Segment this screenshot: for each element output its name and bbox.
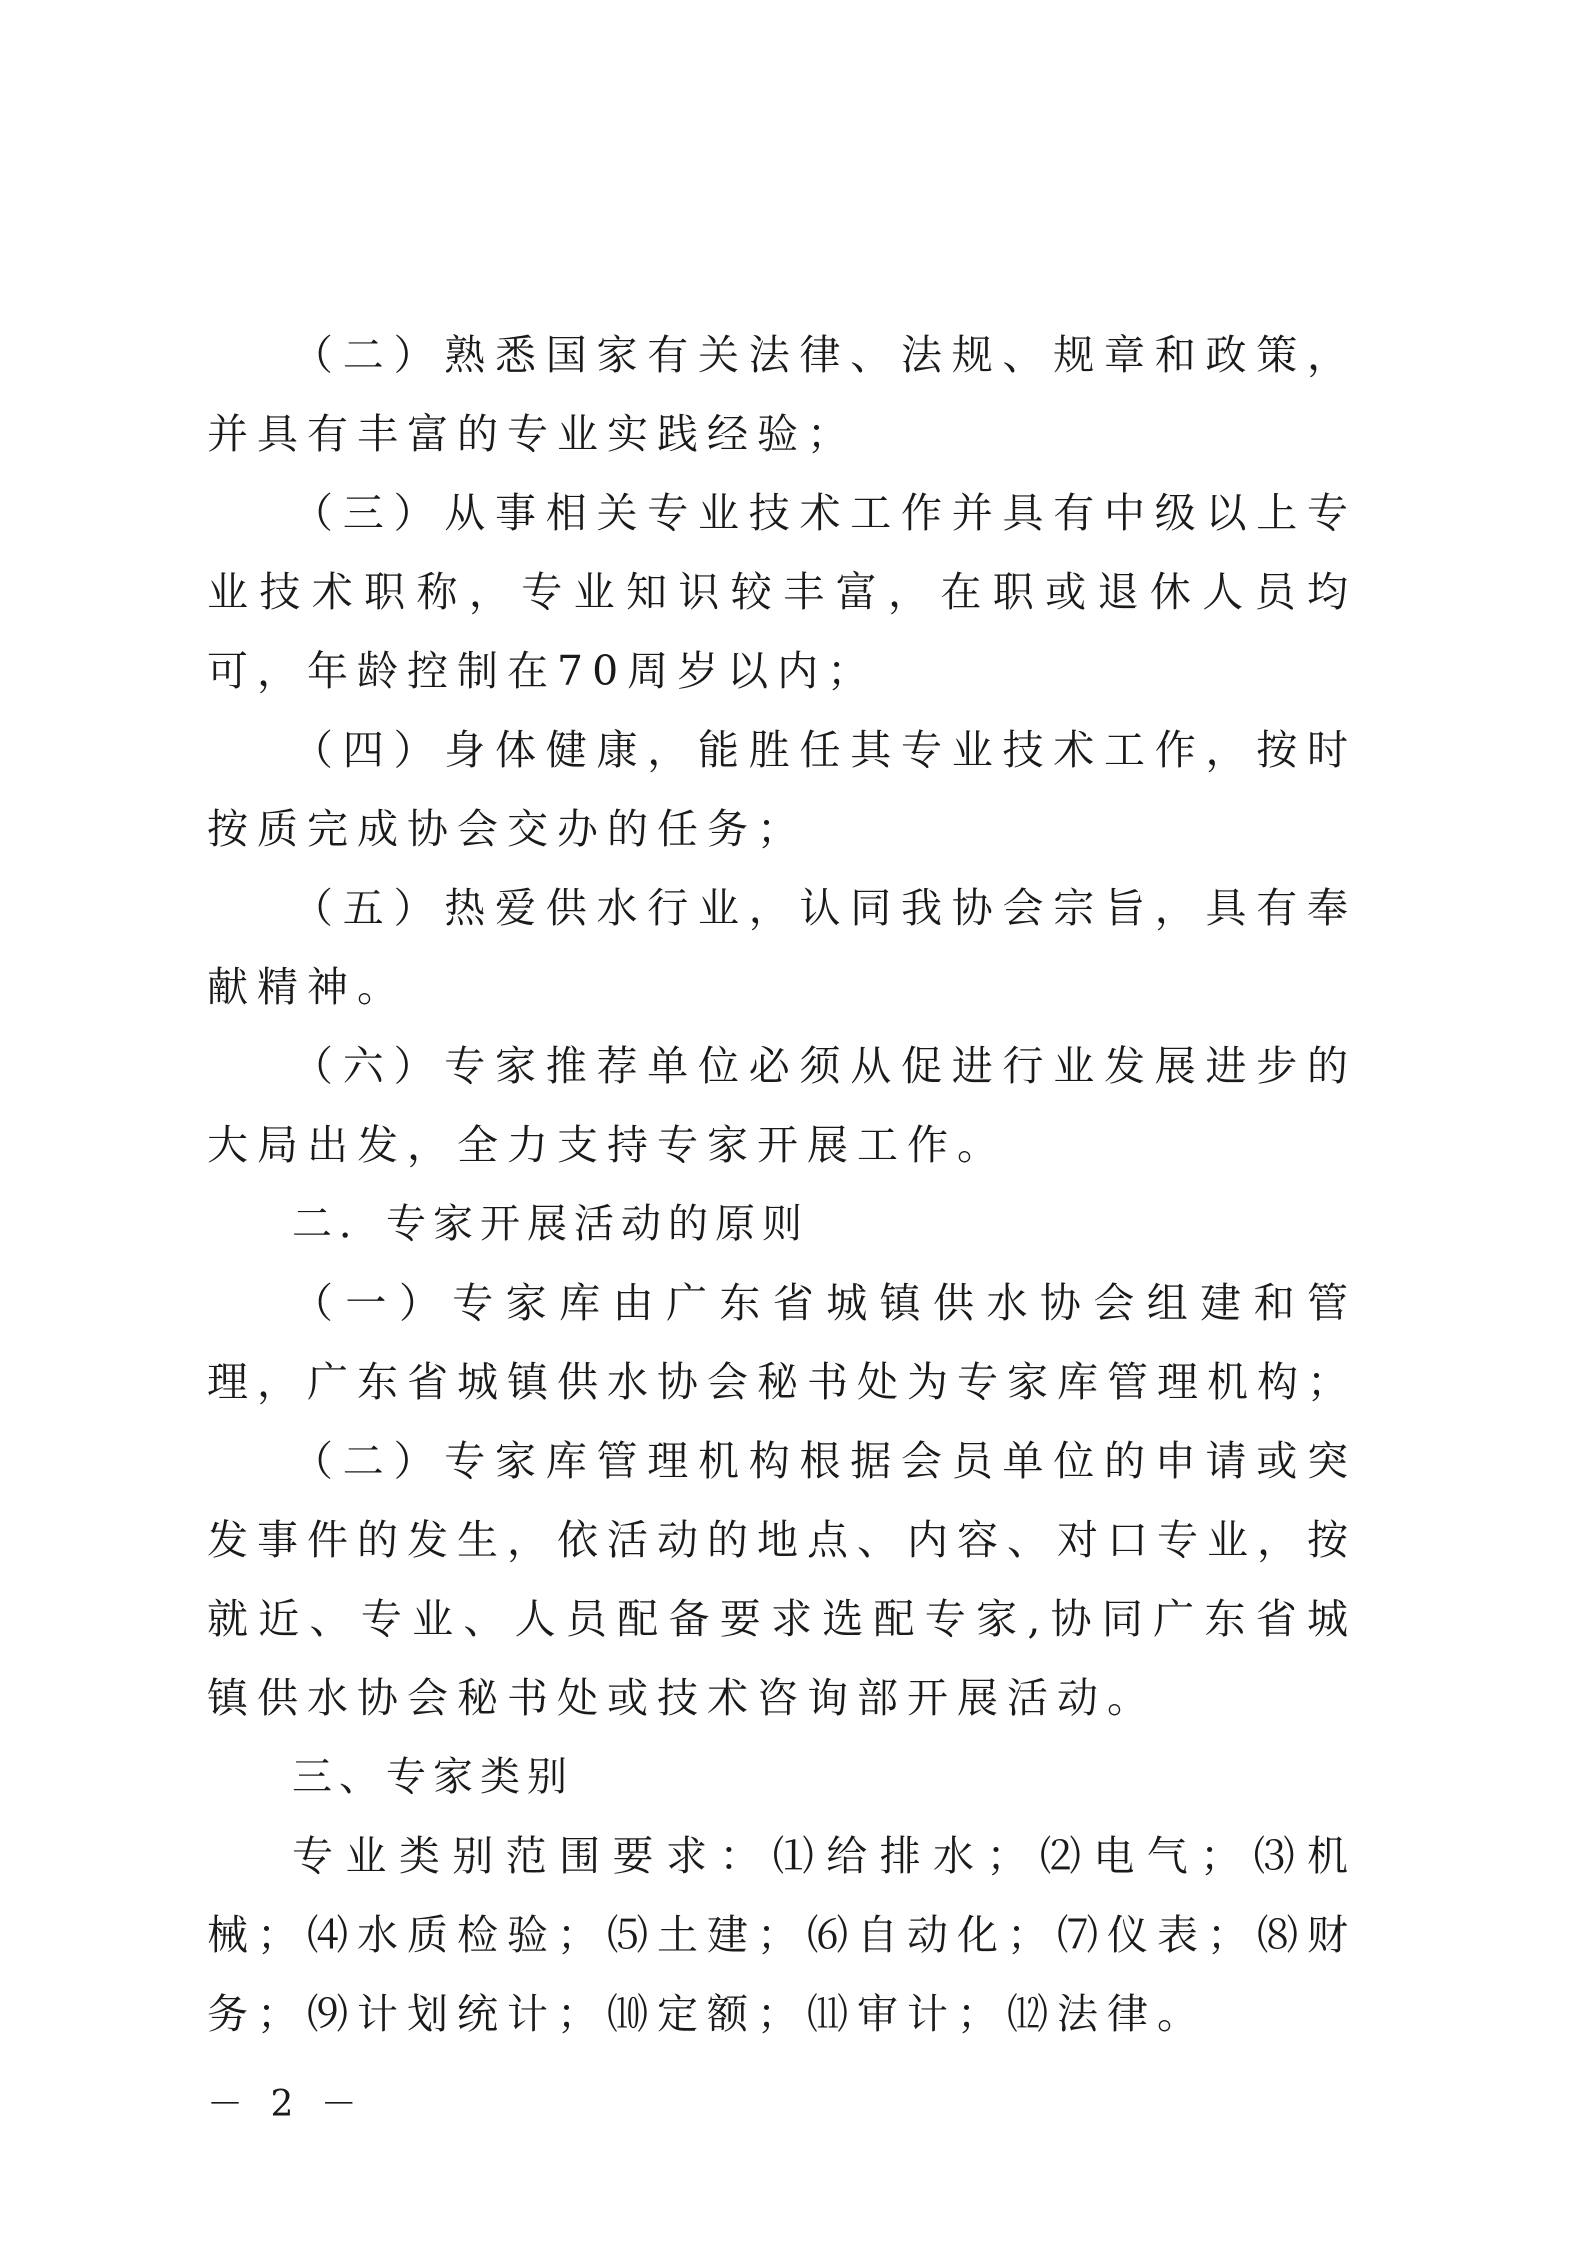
category-list-paragraph: 专业类别范围要求：⑴给排水；⑵电气；⑶机械；⑷水质检验；⑸土建；⑹自动化；⑺仪表；⑻财务；⑼计划统计；⑽定额；⑾审计；⑿法律。 xyxy=(207,1832,1357,2038)
page-number: － 2 － xyxy=(207,2084,365,2125)
requirement-item-5: （五）热爱供水行业，认同我协会宗旨，具有奉献精神。 xyxy=(207,884,1357,1011)
principle-item-1: （一）专家库由广东省城镇供水协会组建和管理，广东省城镇供水协会秘书处为专家库管理机构； xyxy=(207,1279,1357,1406)
principle-item-2: （二）专家库管理机构根据会员单位的申请或突发事件的发生，依活动的地点、内容、对口专业，按就近、专业、人员配备要求选配专家,协同广东省城镇供水协会秘书处或技术咨询部开展活动。 xyxy=(207,1437,1357,1722)
requirement-item-6: （六）专家推荐单位必须从促进行业发展进步的大局出发，全力支持专家开展工作。 xyxy=(207,1042,1357,1169)
requirement-item-4: （四）身体健康，能胜任其专业技术工作，按时按质完成协会交办的任务； xyxy=(207,726,1357,853)
section-heading-categories: 三、专家类别 xyxy=(292,1754,574,1800)
section-heading-principles: 二．专家开展活动的原则 xyxy=(292,1201,809,1247)
requirement-item-3: （三）从事相关专业技术工作并具有中级以上专业技术职称，专业知识较丰富，在职或退休人员均可，年龄控制在70周岁以内； xyxy=(207,489,1357,695)
document-body xyxy=(207,316,1357,2054)
requirement-item-2: （二）熟悉国家有关法律、法规、规章和政策，并具有丰富的专业实践经验； xyxy=(207,331,1357,458)
